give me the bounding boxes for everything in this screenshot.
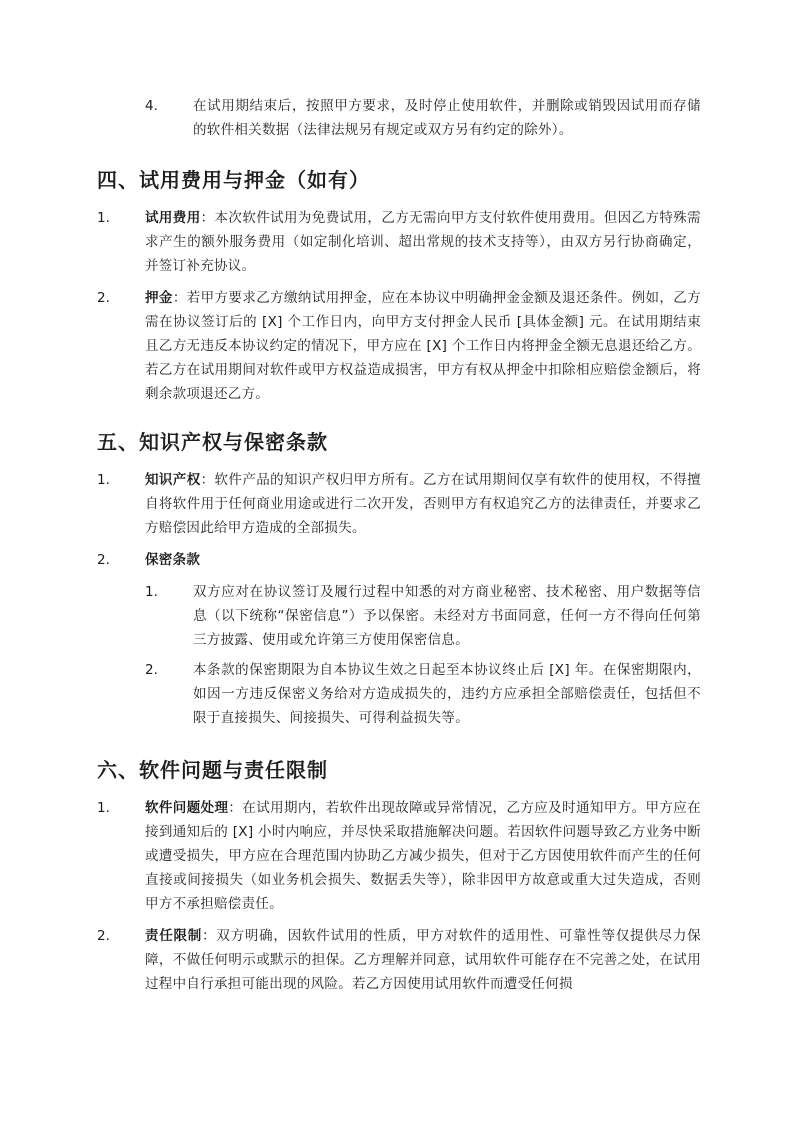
item-text: ：本次软件试用为免费试用，乙方无需向甲方支付软件使用费用。但因乙方特殊需求产生的额外服务费用（如定制化培训、超出常规的技术支持等），由双方另行协商确定，并签订补充协议。 [145, 210, 701, 274]
list-item [145, 206, 701, 278]
list-number: 1. [97, 472, 110, 488]
item-text: ：若甲方要求乙方缴纳试用押金，应在本协议中明确押金金额及退还条件。例如，乙方需在协议签订后的 [X] 个工作日内，向甲方支付押金人民币 [具体金额] 元。在试用期结束且乙方无违反本协议约定的情况下，甲方应在 [X] 个工作日内将押金全额无息退还给乙方。若乙方在试用期间对软件或甲方权益造成损害，甲方有权从押金中扣除相应赔偿金额后，将剩余款项退还乙方。 [145, 290, 701, 402]
sub-list-number: 2. [145, 662, 158, 678]
item-text: ：软件产品的知识产权归甲方所有。乙方在试用期间仅享有软件的使用权，不得擅自将软件用于任何商业用途或进行二次开发，否则甲方有权追究乙方的法律责任，并要求乙方赔偿因此给甲方造成的全部损失。 [145, 472, 701, 536]
section-heading: 四、试用费用与押金（如有） [97, 168, 370, 192]
list-number: 2. [97, 928, 110, 944]
list-number: 2. [97, 552, 110, 568]
item-label: 软件问题处理 [145, 800, 229, 816]
list-item [145, 468, 701, 540]
section-heading: 六、软件问题与责任限制 [97, 758, 328, 782]
list-number: 1. [97, 210, 110, 226]
item-text: ：在试用期内，若软件出现故障或异常情况，乙方应及时通知甲方。甲方应在接到通知后的 [X] 小时内响应，并尽快采取措施解决问题。若因软件问题导致乙方业务中断或遭受损失，甲方应在合理范围内协助乙方减少损失，但对于乙方因使用软件而产生的任何直接或间接损失（如业务机会损失、数据丢失等），除非因甲方故意或重大过失造成，否则甲方不承担赔偿责任。 [145, 800, 701, 912]
sub-list-item-text: 双方应对在协议签订及履行过程中知悉的对方商业秘密、技术秘密、用户数据等信息（以下统称“保密信息”）予以保密。未经对方书面同意，任何一方不得向任何第三方披露、使用或允许第三方使用保密信息。 [193, 584, 701, 648]
sub-list-number: 1. [145, 584, 158, 600]
item-label: 押金 [145, 290, 173, 306]
list-item [145, 286, 701, 406]
item-label: 试用费用 [145, 210, 201, 226]
list-item [145, 924, 701, 996]
section-heading: 五、知识产权与保密条款 [97, 430, 328, 454]
item-label: 保密条款 [145, 552, 201, 568]
item-label: 知识产权 [145, 472, 201, 488]
item-text: ：双方明确，因软件试用的性质，甲方对软件的适用性、可靠性等仅提供尽力保障，不做任何明示或默示的担保。乙方理解并同意，试用软件可能存在不完善之处，在试用过程中自行承担可能出现的风险。若乙方因使用试用软件而遭受任何损 [145, 928, 702, 992]
sub-list-item-text: 本条款的保密期限为自本协议生效之日起至本协议终止后 [X] 年。在保密期限内，如因一方违反保密义务给对方造成损失的，违约方应承担全部赔偿责任，包括但不限于直接损失、间接损失、可得利益损失等。 [193, 662, 701, 726]
list-item-text: 在试用期结束后，按照甲方要求，及时停止使用软件，并删除或销毁因试用而存储的软件相关数据（法律法规另有规定或双方另有约定的除外）。 [193, 98, 701, 138]
list-item [145, 796, 701, 916]
item-label: 责任限制 [145, 928, 203, 944]
list-number: 4. [145, 98, 158, 114]
list-number: 2. [97, 290, 110, 306]
list-number: 1. [97, 800, 110, 816]
